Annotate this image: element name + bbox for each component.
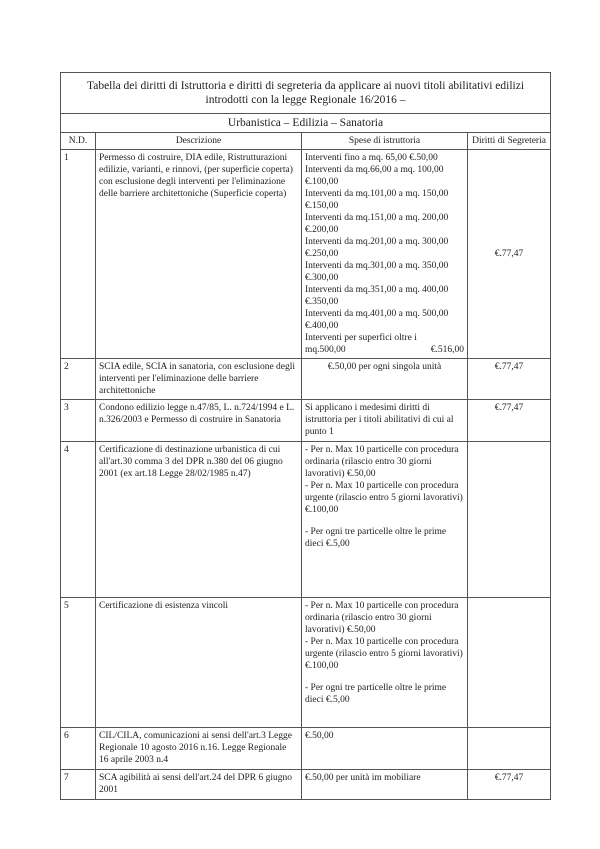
spese-line: €.350,00: [305, 297, 339, 307]
table-row: [61, 359, 551, 400]
spese-ordinaria: - Per n. Max 10 particelle con procedura ordinaria (rilascio entro 30 giorni lavorativi) €.50,00: [305, 445, 459, 479]
spese-line: €.400,00: [305, 321, 339, 331]
row-diritti: €.77,47: [468, 359, 551, 400]
row-number: 1: [61, 150, 96, 359]
row-description: Condono edilizio legge n.47/85, L. n.724/1994 e L. n.326/2003 e Permesso di costruire in Sanatoria: [96, 400, 302, 442]
spese-line: €.300,00: [305, 273, 339, 283]
title-row: [61, 73, 551, 114]
spese-line: €.150,00: [305, 201, 339, 211]
header-nd: N.D.: [61, 133, 96, 150]
fee-table: [60, 72, 551, 800]
spese-line: Interventi da mq.351,00 a mq. 400,00: [305, 285, 449, 295]
row-number: 6: [61, 728, 96, 770]
row-number: 4: [61, 442, 96, 598]
row-description: Certificazione di esistenza vincoli: [96, 598, 302, 728]
spese-line: Interventi da mq.301,00 a mq. 350,00: [305, 261, 449, 271]
spese-extra: - Per ogni tre particelle oltre le prime dieci €.5,00: [305, 527, 447, 549]
header-descrizione: Descrizione: [96, 133, 302, 150]
spese-urgente: - Per n. Max 10 particelle con procedura urgente (rilascio entro 5 giorni lavorativi) €.100,00: [305, 481, 463, 515]
table-row: [61, 442, 551, 598]
row-description: CIL/CILA, comunicazioni ai sensi dell'art.3 Legge Regionale 10 agosto 2016 n.16. Legge Regionale 16 aprile 2003 n.4: [96, 728, 302, 770]
row-spese: €.50,00 per ogni singola unità: [302, 359, 468, 400]
spese-last-right: €.516,00: [430, 345, 464, 355]
section-heading: Urbanistica – Edilizia – Sanatoria: [61, 114, 551, 133]
table-row: [61, 770, 551, 800]
row-diritti: €.77,47: [468, 150, 551, 359]
spese-line: Interventi da mq.66,00 a mq. 100,00: [305, 165, 444, 175]
table-row: [61, 598, 551, 728]
spese-urgente: - Per n. Max 10 particelle con procedura urgente (rilascio entro 5 giorni lavorativi) €.100,00: [305, 637, 463, 671]
row-spese: [302, 442, 468, 598]
spese-line: Interventi da mq.101,00 a mq. 150,00: [305, 189, 449, 199]
row-description: SCA agibilità ai sensi dell'art.24 del DPR 6 giugno 2001: [96, 770, 302, 800]
header-diritti: Diritti di Segreteria: [468, 133, 551, 150]
row-diritti: [468, 442, 551, 598]
spese-line: Interventi da mq.151,00 a mq. 200,00: [305, 213, 449, 223]
title-line-1: Tabella dei diritti di Istruttoria e diritti di segreteria da applicare ai nuovi titoli abilitativi edilizi: [87, 80, 525, 92]
row-number: 7: [61, 770, 96, 800]
header-row: [61, 133, 551, 150]
row-diritti: €.77,47: [468, 400, 551, 442]
row-description: SCIA edile, SCIA in sanatoria, con esclusione degli interventi per l'eliminazione delle barriere architettoniche: [96, 359, 302, 400]
table-title: [61, 73, 551, 114]
spese-line: Interventi da mq.201,00 a mq. 300,00: [305, 237, 449, 247]
spese-line: Interventi fino a mq. 65,00 €.50,00: [305, 153, 438, 163]
row-number: 5: [61, 598, 96, 728]
spese-last-line: [305, 344, 464, 356]
section-row: [61, 114, 551, 133]
row-spese: €.50,00: [302, 728, 468, 770]
title-line-2: introdotti con la legge Regionale 16/2016 –: [205, 94, 406, 106]
row-description: Permesso di costruire, DIA edile, Ristrutturazioni edilizie, varianti, e rinnovi, (per superficie coperta) con esclusione degli interventi per l'eliminazione delle barriere architettoniche (Superficie coperta): [96, 150, 302, 359]
row-description: Certificazione di destinazione urbanistica di cui all'art.30 comma 3 del DPR n.380 del 06 giugno 2001 (ex art.18 Legge 28/02/1985 n.47): [96, 442, 302, 598]
spese-line: Interventi da mq.401,00 a mq. 500,00: [305, 309, 449, 319]
spese-line: €.250,00: [305, 249, 339, 259]
row-diritti: €.77,47: [468, 770, 551, 800]
row-number: 2: [61, 359, 96, 400]
row-spese: Si applicano i medesimi diritti di istruttoria per i titoli abilitativi di cui al punto 1: [302, 400, 468, 442]
row-spese: [302, 598, 468, 728]
header-spese: Spese di istruttoria: [302, 133, 468, 150]
row-diritti: [468, 728, 551, 770]
spese-ordinaria: - Per n. Max 10 particelle con procedura ordinaria (rilascio entro 30 giorni lavorativi) €.50,00: [305, 601, 459, 635]
spese-line: €.200,00: [305, 225, 339, 235]
spese-line: €.100,00: [305, 177, 339, 187]
fee-table-document: [60, 72, 550, 800]
spese-extra: - Per ogni tre particelle oltre le prime dieci €.5,00: [305, 683, 447, 705]
row-spese: [302, 150, 468, 359]
table-row: [61, 400, 551, 442]
row-spese: €.50,00 per unità im mobiliare: [302, 770, 468, 800]
row-number: 3: [61, 400, 96, 442]
table-row: [61, 150, 551, 359]
row-diritti: [468, 598, 551, 728]
table-row: [61, 728, 551, 770]
spese-last-left: mq.500,00: [305, 345, 346, 355]
spese-line: Interventi per superfici oltre i: [305, 333, 417, 343]
